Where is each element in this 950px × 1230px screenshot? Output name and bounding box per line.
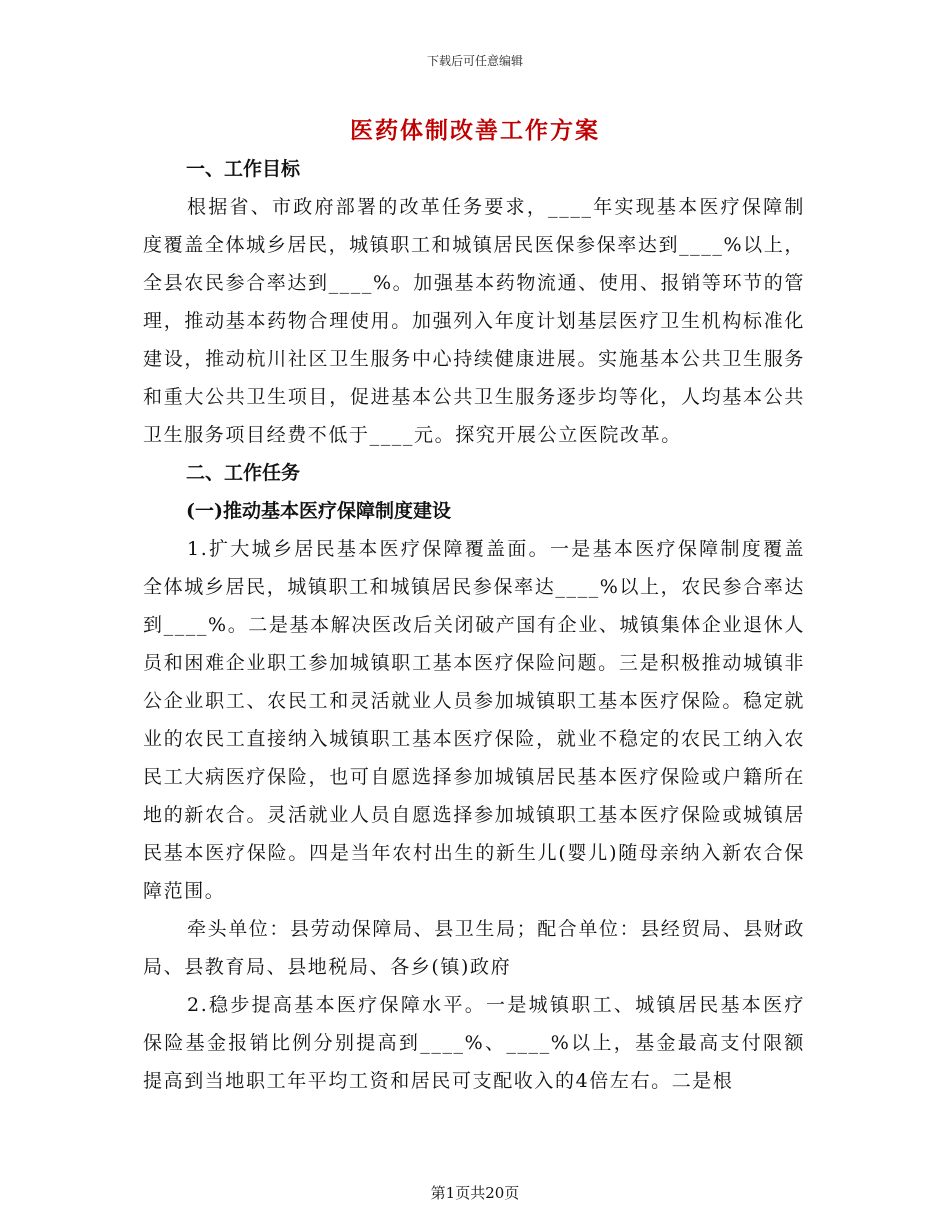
section-heading-goals: 一、工作目标 bbox=[186, 158, 301, 180]
paragraph-coverage: 1.扩大城乡居民基本医疗保障覆盖面。一是基本医疗保障制度覆盖全体城乡居民，城镇职工和城镇居民参保率达____%以上，农民参合率达到____%。二是基本解决医改后关闭破产国有企业、城镇集体企业退休人员和困难企业职工参加城镇职工基本医疗保险问题。三是积极推动城镇非公企业职工、农民工和灵活就业人员参加城镇职工基本医疗保险。稳定就业的农民工直接纳入城镇职工基本医疗保险，就业不稳定的农民工纳入农民工大病医疗保险，也可自愿选择参加城镇居民基本医疗保险或户籍所在地的新农合。灵活就业人员自愿选择参加城镇职工基本医疗保险或城镇居民基本医疗保险。四是当年农村出生的新生儿(婴儿)随母亲纳入新农合保障范围。 bbox=[143, 538, 805, 902]
document-title: 医药体制改善工作方案 bbox=[350, 117, 600, 144]
paragraph-goals: 根据省、市政府部署的改革任务要求，____年实现基本医疗保障制度覆盖全体城乡居民，城镇职工和城镇居民医保参保率达到____%以上，全县农民参合率达到____%。加强基本药物流通、使用、报销等环节的管理，推动基本药物合理使用。加强列入年度计划基层医疗卫生机构标准化建设，推动杭川社区卫生服务中心持续健康进展。实施基本公共卫生服务和重大公共卫生项目，促进基本公共卫生服务逐步均等化，人均基本公共卫生服务项目经费不低于____元。探究开展公立医院改革。 bbox=[143, 196, 805, 446]
subsection-heading-insurance: (一)推动基本医疗保障制度建设 bbox=[186, 500, 451, 522]
section-heading-tasks: 二、工作任务 bbox=[186, 462, 301, 484]
document-body bbox=[143, 150, 805, 1100]
page-footer: 第1页共20页 bbox=[430, 1184, 520, 1202]
paragraph-responsible-units: 牵头单位：县劳动保障局、县卫生局；配合单位：县经贸局、县财政局、县教育局、县地税局、各乡(镇)政府 bbox=[143, 918, 806, 978]
paragraph-security-level: 2.稳步提高基本医疗保障水平。一是城镇职工、城镇居民基本医疗保险基金报销比例分别提高到____%、____%以上，基金最高支付限额提高到当地职工年平均工资和居民可支配收入的4倍左右。二是根 bbox=[143, 994, 805, 1092]
header-note: 下载后可任意编辑 bbox=[426, 54, 523, 68]
